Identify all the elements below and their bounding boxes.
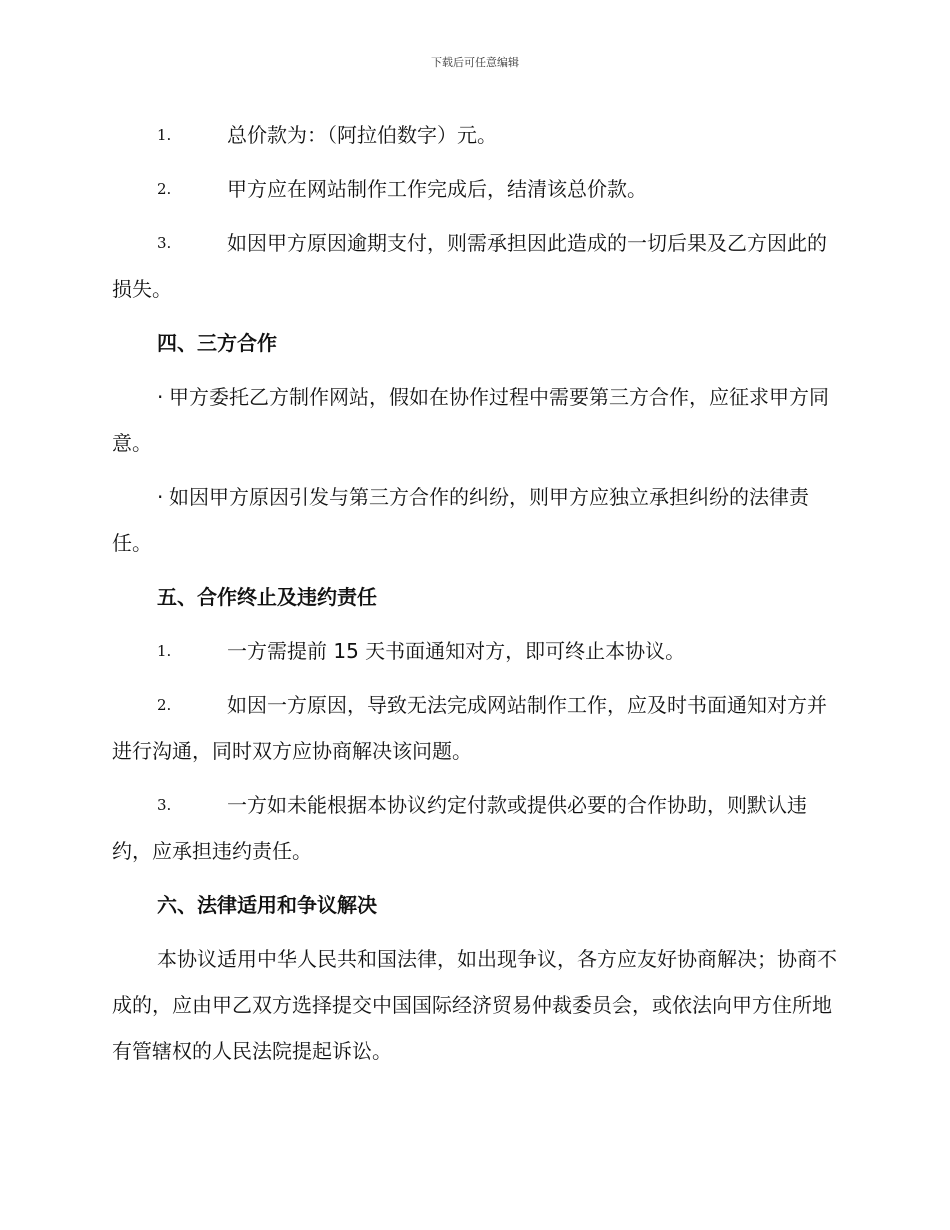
item-number: 2. — [157, 696, 172, 714]
termination-item-2 — [112, 682, 837, 774]
law-dispute-paragraph: 本协议适用中华人民共和国法律，如出现争议，各方应友好协商解决；协商不成的，应由甲乙双方选择提交中国国际经济贸易仲裁委员会，或依法向甲方住所地有管辖权的人民法院提起诉讼。 — [112, 947, 837, 1063]
item-text: 一方如未能根据本协议约定付款或提供必要的合作协助，则默认违约，应承担违约责任。 — [112, 793, 807, 863]
payment-item-3 — [112, 220, 837, 312]
termination-item-3 — [112, 782, 837, 874]
item-text: 一方需提前 15 天书面通知对方，即可终止本协议。 — [227, 639, 686, 663]
bullet-text: 甲方委托乙方制作网站，假如在协作过程中需要第三方合作，应征求甲方同意。 — [112, 385, 829, 455]
item-number: 3. — [157, 796, 172, 814]
item-text: 如因一方原因，导致无法完成网站制作工作，应及时书面通知对方并进行沟通，同时双方应协商解决该问题。 — [112, 693, 827, 763]
termination-item-1 — [112, 628, 837, 674]
item-text: 总价款为：（阿拉伯数字）元。 — [227, 123, 497, 147]
section-heading-six: 六、法律适用和争议解决 — [157, 893, 377, 917]
section-heading-five: 五、合作终止及违约责任 — [157, 585, 377, 609]
bullet-mark: · — [157, 485, 164, 509]
section-heading-four: 四、三方合作 — [157, 331, 277, 355]
cooperation-bullet-1 — [112, 374, 837, 466]
bullet-mark: · — [157, 385, 164, 409]
cooperation-bullet-2 — [112, 474, 837, 566]
item-text: 甲方应在网站制作工作完成后，结清该总价款。 — [227, 177, 647, 201]
item-text: 如因甲方原因逾期支付，则需承担因此造成的一切后果及乙方因此的损失。 — [112, 231, 827, 301]
item-number: 2. — [157, 180, 172, 198]
item-number: 1. — [157, 642, 172, 660]
document-body — [112, 112, 837, 1082]
item-number: 1. — [157, 126, 172, 144]
bullet-text: 如因甲方原因引发与第三方合作的纠纷，则甲方应独立承担纠纷的法律责任。 — [112, 485, 809, 555]
item-number: 3. — [157, 234, 172, 252]
page-header-note: 下载后可任意编辑 — [431, 56, 519, 69]
payment-item-2 — [112, 166, 837, 212]
payment-item-1 — [112, 112, 837, 158]
